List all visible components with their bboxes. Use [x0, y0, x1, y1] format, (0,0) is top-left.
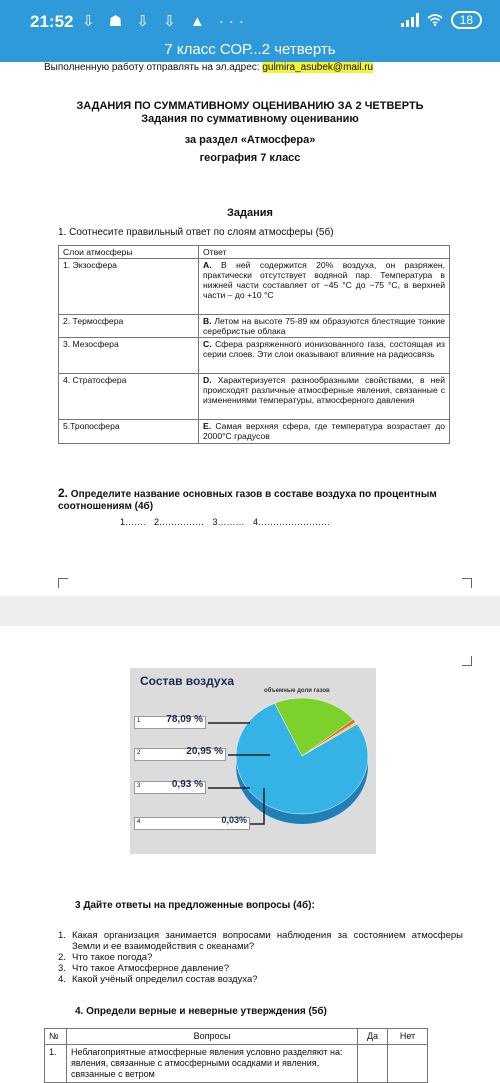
legend-value: 0,03% [221, 815, 247, 825]
answer-letter: B. [203, 316, 212, 326]
page-corner-mark [58, 578, 68, 588]
question-2 [58, 487, 458, 513]
question-3-list [58, 930, 463, 985]
list-text: Какой учёный определил состав воздуха? [72, 974, 258, 985]
heading-sub: Задания по суммативному оцениванию [141, 113, 359, 125]
legend-index: 4 [137, 819, 141, 825]
table-row [45, 1045, 428, 1083]
chart-title: Состав воздуха [140, 674, 235, 688]
answer-text: В ней содержится 20% воздуха, он разряжен, практически отсутствует водяной пар. Температура в нижней части составляет от −45 °С до −75 °С, в верхней части – до +10 °С [203, 260, 445, 300]
list-item [58, 930, 463, 952]
question-4: 4. Определи верные и неверные утверждения (5б) [75, 1006, 327, 1017]
answer-cell [199, 374, 450, 420]
answer-letter: E. [203, 421, 212, 431]
question-3: 3 Дайте ответы на предложенные вопросы (4б): [75, 900, 315, 911]
legend-box-1 [134, 716, 206, 729]
legend-value: 0,93 % [171, 779, 203, 790]
tasks-title: Задания [227, 207, 273, 219]
answer-letter: D. [203, 375, 212, 385]
layer-cell: 3. Мезосфера [59, 338, 199, 374]
legend-index: 3 [137, 783, 141, 789]
document-title: 7 класс СОР...2 четверть [0, 40, 500, 62]
layer-cell: 1. Экзосфера [59, 259, 199, 315]
list-number: 2. [58, 952, 66, 963]
chart-subtitle: объемные доли газов [264, 688, 330, 694]
page-break [0, 596, 500, 626]
list-number: 1. [58, 930, 66, 941]
table-header-row [59, 246, 450, 259]
wifi-icon [427, 14, 443, 26]
legend-index: 2 [137, 750, 141, 756]
heading-main: ЗАДАНИЯ ПО СУММАТИВНОМУ ОЦЕНИВАНИЮ ЗА 2 ЧЕТВЕРТЬ [76, 100, 424, 112]
air-composition-chart [130, 668, 376, 854]
list-item [58, 952, 463, 963]
table-row [59, 420, 450, 444]
legend-box-3 [134, 781, 206, 794]
question-2-number: 2. [58, 486, 69, 500]
yes-cell[interactable] [358, 1045, 388, 1083]
answer-cell [199, 315, 450, 338]
answer-text: Самая верхняя сфера, где температура возрастает до 2000°С градусов [203, 421, 445, 441]
table-header-row [45, 1029, 428, 1045]
statement-cell: Неблагоприятные атмосферные явления условно разделяют на: явления, связанные с атмосферными осадками и явления, связанные с ветром [67, 1045, 358, 1083]
heading-section: за раздел «Атмосфера» [184, 134, 316, 146]
question-1: 1. Соотнесите правильный ответ по слоям атмосферы (5б) [58, 227, 334, 238]
signal-icon [401, 13, 419, 27]
table-header: Вопросы [67, 1029, 358, 1045]
battery-indicator: 18 [451, 11, 482, 29]
status-bar [0, 0, 500, 40]
list-text: Что такое Атмосферное давление? [72, 963, 229, 974]
page-corner-mark [462, 578, 472, 588]
answer-letter: A. [203, 260, 212, 270]
list-item [58, 974, 463, 985]
list-number: 4. [58, 974, 66, 985]
answer-cell [199, 338, 450, 374]
true-false-table [44, 1028, 428, 1083]
table-header: Ответ [199, 246, 450, 259]
table-row [59, 338, 450, 374]
layer-cell: 4. Стратосфера [59, 374, 199, 420]
table-header: Слои атмосферы [59, 246, 199, 259]
send-instructions [44, 62, 500, 73]
question-2-text: Определите название основных газов в составе воздуха по процентным соотношениям (4б) [58, 489, 437, 512]
notification-icons: ⇩ ☗ ⇩ ⇩ ▲ ··· [82, 13, 249, 30]
answer-cell [199, 259, 450, 315]
legend-box-2 [134, 748, 226, 761]
list-text: Что такое погода? [72, 952, 153, 963]
list-number: 3. [58, 963, 66, 974]
list-text: Какая организация занимается вопросами наблюдения за состоянием атмосферы Земли и ее взаимодействия с океанами? [72, 930, 463, 952]
table-header: Нет [388, 1029, 428, 1045]
question-2-answer-blanks: 1……. 2…………… 3……… 4…………………… [120, 517, 331, 527]
layer-cell: 5.Тропосфера [59, 420, 199, 444]
legend-index: 1 [137, 718, 141, 724]
table-header: Да [358, 1029, 388, 1045]
no-cell[interactable] [388, 1045, 428, 1083]
answer-text: Летом на высоте 75-89 км образуются блестящие тонкие серебристые облака [203, 316, 445, 336]
page-corner-mark [462, 656, 472, 666]
legend-value: 78,09 % [166, 714, 203, 725]
table-row [59, 374, 450, 420]
layer-cell: 2. Термосфера [59, 315, 199, 338]
heading-grade: география 7 класс [199, 152, 301, 164]
layers-table [58, 245, 450, 444]
answer-cell [199, 420, 450, 444]
table-row [59, 259, 450, 315]
answer-letter: C. [203, 339, 212, 349]
answer-text: Характеризуется разнообразными свойствами, в ней происходят различные атмосферные явления, связанные с изменениями температуры, атмосферного давления [203, 375, 446, 405]
email-link[interactable]: gulmira_asubek@mail.ru [262, 62, 374, 73]
row-number: 1. [45, 1045, 67, 1083]
table-row [59, 315, 450, 338]
table-header: № [45, 1029, 67, 1045]
legend-value: 20,95 % [186, 746, 223, 757]
answer-text: Сфера разряженного ионизованного газа, состоящая из серии слоев. Эти слои оказывают влияние на радиосвязь [203, 339, 445, 359]
clock: 21:52 [30, 12, 74, 31]
send-line-text: Выполненную работу отправлять на эл.адрес: [44, 62, 260, 73]
legend-box-4 [134, 817, 250, 830]
list-item [58, 963, 463, 974]
